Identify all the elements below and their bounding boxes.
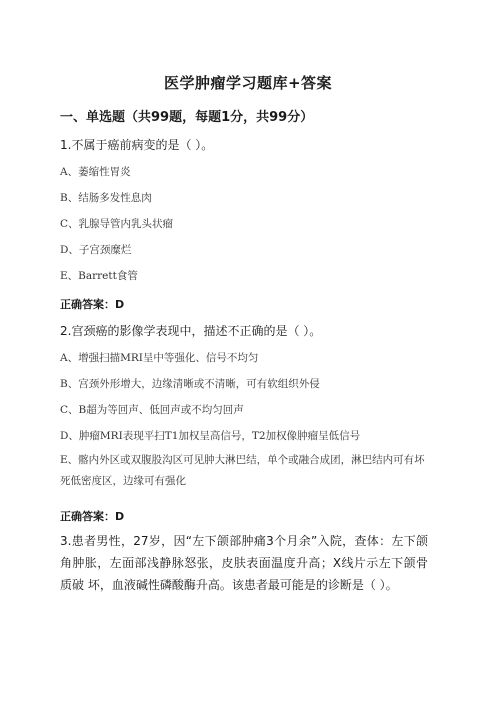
question-2-option-b: B、宫颈外形增大，边缘清晰或不清晰，可有软组织外侵 [60,378,320,390]
question-1-answer: 正确答案：D [60,298,125,311]
question-1-option-c: C、乳腺导管内乳头状瘤 [60,218,174,230]
question-2-stem: 2.宫颈癌的影像学表现中，描述不正确的是（ ）。 [60,324,322,338]
question-1-stem: 1.不属于癌前病变的是（ ）。 [60,138,214,152]
question-1-option-d: D、子宫颈糜烂 [60,244,132,256]
document-title: 医学肿瘤学习题库+答案 [163,74,333,92]
question-2-option-e: E、髂内外区或双腹股沟区可见肿大淋巴结，单个或融合成团，淋巴结内可有坏死低密度区，边缘可有强化 [60,454,425,487]
question-3-stem: 3.患者男性，27岁，因“左下颌部肿痛3个月余”入院，查体：左下颌角肿胀，左面部浅静脉怒张，皮肤表面温度升高；X线片示左下颌骨质破 坏，血液碱性磷酸酶升高。该患者最可能是的诊断是（ ）。 [60,534,428,592]
question-1-option-e: E、Barrett食管 [60,270,138,282]
question-2-answer: 正确答案：D [60,510,125,523]
question-2-option-a: A、增强扫描MRI呈中等强化、信号不均匀 [60,352,259,364]
section-heading: 一、单选题（共99题，每题1分，共99分） [60,110,314,125]
question-1-option-b: B、结肠多发性息肉 [60,192,152,204]
question-1-option-a: A、萎缩性胃炎 [60,166,131,178]
question-2-option-c: C、B超为等回声、低回声或不均匀回声 [60,404,244,416]
question-2-option-d: D、肿瘤MRI表现平扫T1加权呈高信号，T2加权像肿瘤呈低信号 [60,430,361,442]
